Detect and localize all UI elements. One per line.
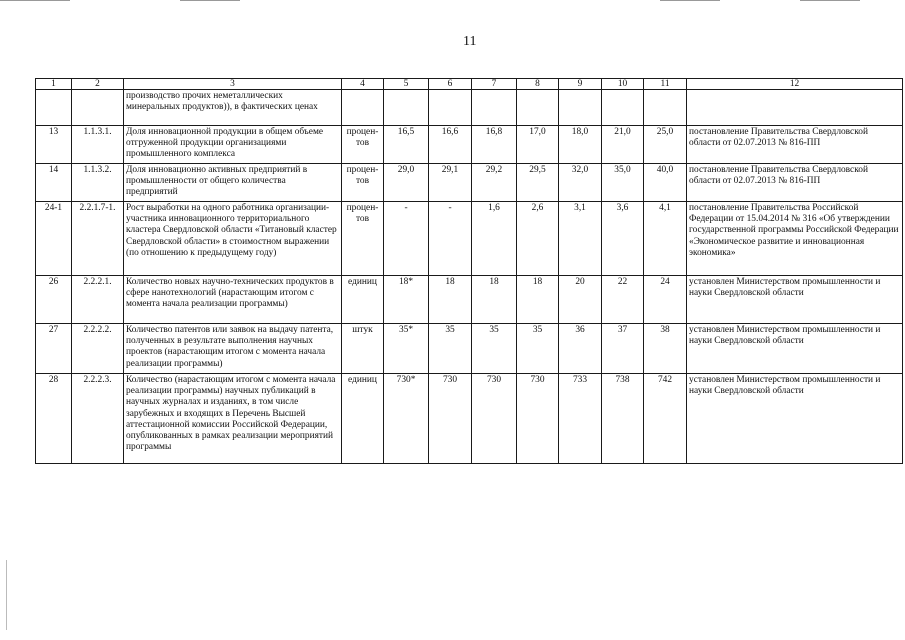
value-cell: 2,6 xyxy=(517,202,559,276)
value-cell: 32,0 xyxy=(559,164,602,202)
value-cell: 730 xyxy=(472,374,517,464)
value-cell xyxy=(472,90,517,126)
unit-of-measure: процен-тов xyxy=(342,126,384,164)
value-cell: 35 xyxy=(472,324,517,374)
unit-of-measure xyxy=(342,90,384,126)
unit-of-measure: процен-тов xyxy=(342,202,384,276)
indicator-name: Количество новых научно-технических продуктов в сфере нанотехнологий (нарастающим итогом с момента начала реализации программы) xyxy=(124,276,342,324)
column-header: 1 xyxy=(36,79,72,90)
indicator-code: 2.2.1.7-1. xyxy=(72,202,124,276)
scan-edge-mark xyxy=(6,560,7,630)
source-document: постановление Правительства Свердловской области от 02.07.2013 № 816-ПП xyxy=(687,164,903,202)
value-cell: 733 xyxy=(559,374,602,464)
column-header: 12 xyxy=(687,79,903,90)
value-cell: 38 xyxy=(644,324,687,374)
value-cell: 730 xyxy=(517,374,559,464)
value-cell: 730 xyxy=(429,374,472,464)
value-cell: 18 xyxy=(472,276,517,324)
row-number: 13 xyxy=(36,126,72,164)
value-cell: 18 xyxy=(517,276,559,324)
value-cell: 3,1 xyxy=(559,202,602,276)
table-row xyxy=(36,374,903,464)
column-header: 11 xyxy=(644,79,687,90)
source-document xyxy=(687,90,903,126)
source-document: установлен Министерством промышленности и науки Свердловской области xyxy=(687,324,903,374)
value-cell: 35* xyxy=(384,324,429,374)
row-number: 27 xyxy=(36,324,72,374)
indicator-name: Количество патентов или заявок на выдачу патента, полученных в результате выполнения научных проектов (нарастающим итогом с момента начала реализации программы) xyxy=(124,324,342,374)
unit-of-measure: единиц xyxy=(342,374,384,464)
value-cell: - xyxy=(429,202,472,276)
value-cell: 4,1 xyxy=(644,202,687,276)
row-number: 14 xyxy=(36,164,72,202)
indicator-name: Доля инновационно активных предприятий в промышленности от общего количества предприятий xyxy=(124,164,342,202)
column-header: 3 xyxy=(124,79,342,90)
value-cell: 20 xyxy=(559,276,602,324)
value-cell: 18* xyxy=(384,276,429,324)
source-document: постановление Правительства Российской Федерации от 15.04.2014 № 316 «Об утверждении государственной программы Российской Федерации «Экономическое развитие и инновационная экономика» xyxy=(687,202,903,276)
indicators-table xyxy=(35,78,903,464)
value-cell: - xyxy=(384,202,429,276)
value-cell: 40,0 xyxy=(644,164,687,202)
value-cell: 16,5 xyxy=(384,126,429,164)
unit-of-measure: штук xyxy=(342,324,384,374)
row-number: 24-1 xyxy=(36,202,72,276)
column-header: 4 xyxy=(342,79,384,90)
indicator-code: 2.2.2.3. xyxy=(72,374,124,464)
unit-of-measure: процен-тов xyxy=(342,164,384,202)
value-cell xyxy=(384,90,429,126)
column-header: 6 xyxy=(429,79,472,90)
table-row xyxy=(36,126,903,164)
value-cell: 738 xyxy=(602,374,644,464)
column-header: 7 xyxy=(472,79,517,90)
value-cell: 1,6 xyxy=(472,202,517,276)
scan-edge-line xyxy=(800,0,860,1)
value-cell: 17,0 xyxy=(517,126,559,164)
indicator-code: 2.2.2.2. xyxy=(72,324,124,374)
value-cell: 29,1 xyxy=(429,164,472,202)
value-cell: 24 xyxy=(644,276,687,324)
indicator-code: 1.1.3.1. xyxy=(72,126,124,164)
column-header: 5 xyxy=(384,79,429,90)
table-row xyxy=(36,202,903,276)
indicator-name: производство прочих неметаллических минеральных продуктов)), в фактических ценах xyxy=(124,90,342,126)
value-cell: 29,5 xyxy=(517,164,559,202)
value-cell: 742 xyxy=(644,374,687,464)
value-cell: 29,0 xyxy=(384,164,429,202)
header-row xyxy=(36,79,903,90)
unit-of-measure: единиц xyxy=(342,276,384,324)
value-cell xyxy=(517,90,559,126)
value-cell: 37 xyxy=(602,324,644,374)
scan-edge-line xyxy=(180,0,240,1)
value-cell: 16,8 xyxy=(472,126,517,164)
value-cell: 29,2 xyxy=(472,164,517,202)
value-cell: 18,0 xyxy=(559,126,602,164)
row-number xyxy=(36,90,72,126)
value-cell: 18 xyxy=(429,276,472,324)
value-cell: 3,6 xyxy=(602,202,644,276)
value-cell: 25,0 xyxy=(644,126,687,164)
indicator-name: Доля инновационной продукции в общем объеме отгруженной продукции организациями промышленного комплекса xyxy=(124,126,342,164)
table-row xyxy=(36,90,903,126)
source-document: постановление Правительства Свердловской области от 02.07.2013 № 816-ПП xyxy=(687,126,903,164)
value-cell: 35 xyxy=(517,324,559,374)
value-cell xyxy=(429,90,472,126)
table-row xyxy=(36,164,903,202)
value-cell: 22 xyxy=(602,276,644,324)
value-cell xyxy=(644,90,687,126)
row-number: 26 xyxy=(36,276,72,324)
table-row xyxy=(36,324,903,374)
column-header: 9 xyxy=(559,79,602,90)
indicator-code: 2.2.2.1. xyxy=(72,276,124,324)
column-header: 2 xyxy=(72,79,124,90)
value-cell: 730* xyxy=(384,374,429,464)
column-header: 8 xyxy=(517,79,559,90)
value-cell: 16,6 xyxy=(429,126,472,164)
value-cell xyxy=(559,90,602,126)
value-cell: 21,0 xyxy=(602,126,644,164)
indicator-name: Количество (нарастающим итогом с момента начала реализации программы) научных публикаций в научных журналах и изданиях, в том числе зарубежных и входящих в Перечень Высшей аттестационной комиссии Российской Федерации, опубликованных в рамках реализации мероприятий программы xyxy=(124,374,342,464)
value-cell: 35,0 xyxy=(602,164,644,202)
scan-edge-line xyxy=(660,0,720,1)
source-document: установлен Министерством промышленности и науки Свердловской области xyxy=(687,374,903,464)
table-row xyxy=(36,276,903,324)
indicator-code: 1.1.3.2. xyxy=(72,164,124,202)
column-header: 10 xyxy=(602,79,644,90)
scan-edge-line xyxy=(0,0,70,1)
value-cell: 35 xyxy=(429,324,472,374)
value-cell: 36 xyxy=(559,324,602,374)
row-number: 28 xyxy=(36,374,72,464)
page-number: 11 xyxy=(463,34,477,49)
indicator-code xyxy=(72,90,124,126)
indicator-name: Рост выработки на одного работника организации-участника инновационного территориального кластера Свердловской области «Титановый кластер Свердловской области» в стоимостном выражении (по отношению к предыдущему году) xyxy=(124,202,342,276)
value-cell xyxy=(602,90,644,126)
source-document: установлен Министерством промышленности и науки Свердловской области xyxy=(687,276,903,324)
